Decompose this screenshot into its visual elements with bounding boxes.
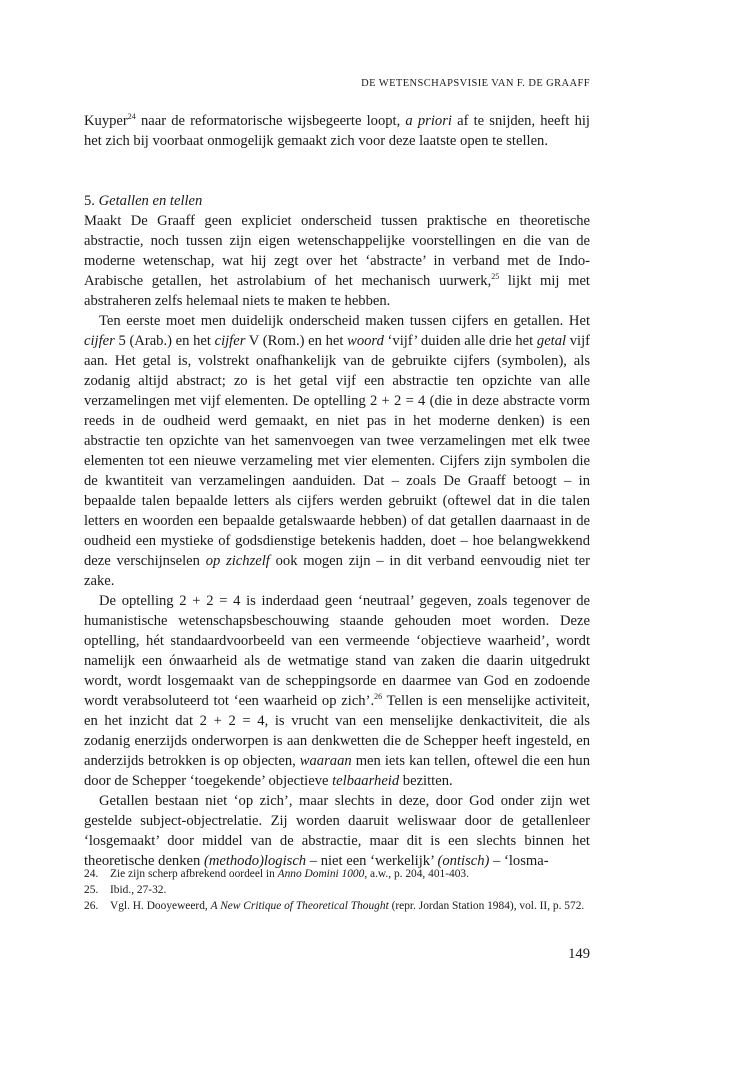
section-title: Getallen en tellen xyxy=(98,193,203,209)
intro-text-d: af te snijden, heeft hij het zich bij voorbaat onmogelijk gemaakt zich voor deze laatste open te stellen. xyxy=(84,113,590,149)
p2-text-i: vijf aan. Het getal is, volstrekt onafhankelijk van de gebruikte cijfers (symbolen), als zodanig altijd abstract; zo is het getal vijf een abstractie ten opzichte van alle verzamelingen met vijf elementen. De optelling 2 + 2 = 4 (die in deze abstracte vorm reeds in de oudheid werd gemaakt, en niet pas in het moderne denken) is een abstractie ten opzichte van het samenvoegen van twee verzamelingen met elk twee elementen tot een nieuwe verzameling met vier elementen. Cijfers zijn symbolen die de kwantiteit van verzamelingen aanduiden. Dat – zoals De Graaff betoogt – in bepaalde talen bepaalde letters als cijfers werden gebruikt (oftewel dat in die talen letters en woorden een bepaalde getalswaarde hebben) of dat getallen daarnaast in de oudheid een mystieke of godsdienstige betekenis hadden, doet – hoe belangwekkend deze verschijnselen xyxy=(84,333,591,569)
section-number: 5. xyxy=(84,193,99,209)
p2-text-k: ook mogen zijn – in dit verband eenvoudig niet ter zake. xyxy=(84,553,590,589)
p4-italic-methodologisch: (methodo)logisch xyxy=(203,853,307,869)
intro-italic-a-priori: a priori xyxy=(405,113,452,129)
p2-italic-woord: woord xyxy=(347,333,384,349)
footnote-26 xyxy=(84,898,590,914)
p2-text-a: Ten eerste moet men duidelijk onderscheid maken tussen cijfers en getallen. Het xyxy=(99,313,590,329)
p3-text-d: men iets kan tellen, oftewel die een hun door de Schepper ‘toegekende’ objectieve xyxy=(84,753,590,789)
p2-text-g: ‘vijf’ duiden alle drie het xyxy=(383,333,537,349)
body-text xyxy=(84,111,590,871)
footnote-text: , a.w., p. 204, 401-403. xyxy=(364,868,469,880)
footnote-ref-26[interactable]: 26 xyxy=(374,692,383,701)
p2-text-e: V (Rom.) en het xyxy=(245,333,348,349)
footnote-25 xyxy=(84,882,590,898)
paragraph-1 xyxy=(84,211,590,311)
footnote-text: Ibid., 27-32. xyxy=(110,884,167,896)
p4-text-e: – ‘losma- xyxy=(489,853,549,869)
paragraph-3 xyxy=(84,591,590,791)
p1-text-a: Maakt De Graaff geen expliciet onderscheid tussen praktische en theoretische abstractie, noch tussen zijn eigen wetenschappelijke voorstellingen en die van de moderne wetenschap, wat hij zegt over het ‘abstracte’ in verband met de Indo-Arabische getallen, het astrolabium of het mechanisch uurwerk, xyxy=(84,213,590,289)
running-head: DE WETENSCHAPSVISIE VAN F. DE GRAAFF xyxy=(361,78,590,89)
footnote-number: 26. xyxy=(84,900,99,912)
p3-text-b: Tellen is een menselijke activiteit, en het inzicht dat 2 + 2 = 4, is vrucht van een menselijke denkactiviteit, die als zodanig enerzijds onderworpen is aan denkwetten die de Schepper heeft ingesteld, en anderzijds betrokken is op objecten, xyxy=(84,693,590,769)
intro-text-b: naar de reformatorische wijsbegeerte loopt, xyxy=(135,113,406,129)
p1-text-b: lijkt mij met abstraheren zelfs helemaal niets te maken te hebben. xyxy=(84,273,590,309)
footnote-ref-25[interactable]: 25 xyxy=(491,272,500,281)
intro-paragraph xyxy=(84,111,590,151)
p2-italic-cijfer-1: cijfer xyxy=(84,333,115,349)
p3-text-f: bezitten. xyxy=(399,773,453,789)
paragraph-4 xyxy=(84,791,590,871)
footnote-number: 24. xyxy=(84,868,99,880)
footnote-italic: A New Critique of Theoretical Thought xyxy=(210,900,389,912)
p3-italic-waaraan: waaraan xyxy=(299,753,352,769)
footnote-italic: Anno Domini 1000 xyxy=(277,868,365,880)
p4-text-c: – niet een ‘werkelijk’ xyxy=(306,853,438,869)
footnotes xyxy=(84,866,590,914)
section-heading xyxy=(84,191,590,211)
p2-italic-op-zichzelf: op zichzelf xyxy=(205,553,270,569)
footnote-text: Zie zijn scherp afbrekend oordeel in xyxy=(110,868,278,880)
p3-italic-telbaarheid: telbaarheid xyxy=(332,773,400,789)
p2-italic-cijfer-2: cijfer xyxy=(214,333,246,349)
p2-italic-getal: getal xyxy=(536,333,567,349)
p2-text-c: 5 (Arab.) en het xyxy=(114,333,215,349)
p4-italic-ontisch: (ontisch) xyxy=(437,853,490,869)
footnote-24 xyxy=(84,866,590,882)
intro-text-a: Kuyper xyxy=(84,113,128,129)
footnote-number: 25. xyxy=(84,884,99,896)
footnote-text: (repr. Jordan Station 1984), vol. II, p. 572. xyxy=(388,900,585,912)
page-number: 149 xyxy=(568,946,590,962)
p3-text-a: De optelling 2 + 2 = 4 is inderdaad geen ‘neutraal’ gegeven, zoals tegenover de humanistische wetenschapsbeschouwing staande gehouden moet worden. Deze optelling, hét standaardvoorbeeld van een vermeende ‘objectieve waarheid’, wordt namelijk een ónwaarheid als de wetmatige stand van zaken die daarin uitgedrukt wordt, wordt losgemaakt van de scheppingsorde en daarmee van God en zodoende wordt verabsoluteerd tot ‘een waarheid op zich’. xyxy=(84,593,590,709)
paragraph-2 xyxy=(84,311,590,591)
footnote-text: Vgl. H. Dooyeweerd, xyxy=(110,900,211,912)
footnote-ref-24[interactable]: 24 xyxy=(127,112,136,121)
p4-text-a: Getallen bestaan niet ‘op zich’, maar slechts in deze, door God onder zijn wet gestelde subject-objectrelatie. Zij worden daaruit weliswaar door de getallenleer ‘losgemaakt’ door middel van de abstractie, maar dit is een slechts binnen het theoretische denken xyxy=(84,793,590,869)
